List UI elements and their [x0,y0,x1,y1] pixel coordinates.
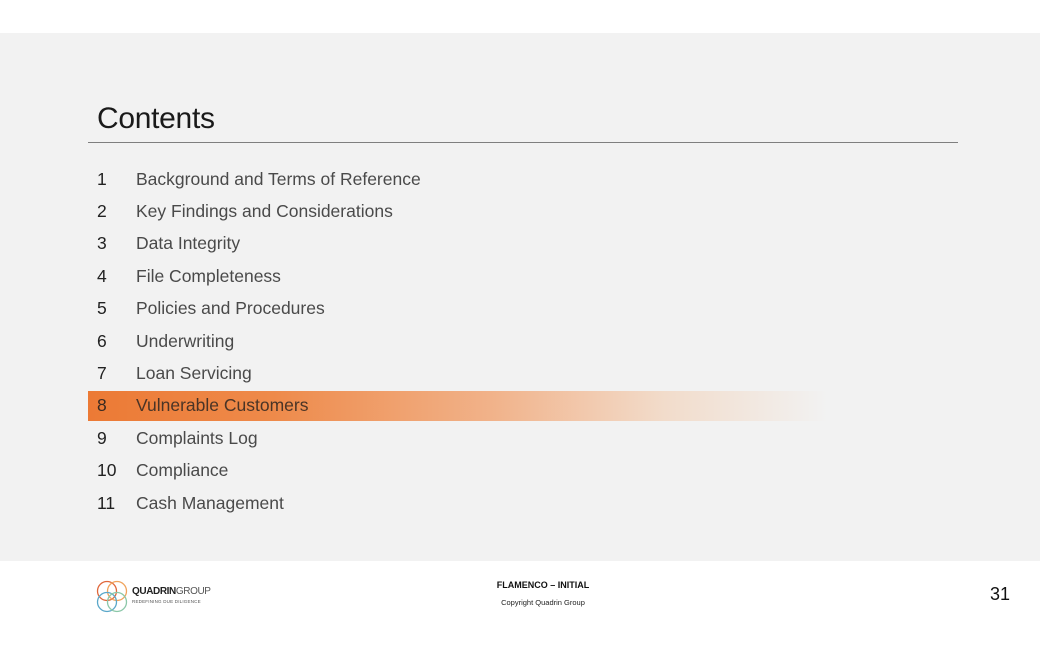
toc-item-3[interactable] [88,228,828,260]
toc-item-label: Background and Terms of Reference [136,168,421,189]
footer-info [443,580,643,607]
toc-item-label: Policies and Procedures [136,298,325,319]
toc-item-label: Complaints Log [136,427,258,448]
toc-item-number: 9 [97,427,107,448]
page-title: Contents [97,102,215,135]
logo-name: QUADRIN [132,586,176,597]
toc-item-number: 4 [97,265,107,286]
toc-item-number: 2 [97,201,107,222]
toc-item-2[interactable] [88,195,828,227]
logo-group: GROUP [175,586,211,597]
toc-item-11[interactable] [88,487,828,519]
toc-item-7[interactable] [88,357,828,389]
toc-item-label: Vulnerable Customers [136,395,309,416]
logo-rings-icon [95,577,131,617]
toc-item-number: 6 [97,330,107,351]
table-of-contents [88,163,828,519]
toc-item-label: Loan Servicing [136,363,252,384]
toc-item-1[interactable] [88,163,828,195]
toc-item-6[interactable] [88,325,828,357]
toc-item-label: Cash Management [136,492,284,513]
toc-item-label: Compliance [136,460,229,481]
toc-item-9[interactable] [88,422,828,454]
toc-item-number: 7 [97,363,107,384]
toc-item-5[interactable] [88,293,828,325]
company-logo [95,577,215,617]
toc-item-number: 3 [97,233,107,254]
toc-item-number: 10 [97,460,117,481]
toc-item-label: Underwriting [136,330,235,351]
logo-tagline: REDEFINING DUE DILIGENCE [132,599,201,604]
document-title: FLAMENCO – INITIAL [496,580,590,590]
toc-item-number: 8 [97,395,107,416]
toc-item-label: Key Findings and Considerations [136,201,393,222]
toc-item-label: Data Integrity [136,233,241,254]
toc-item-number: 11 [97,492,116,513]
title-divider [88,142,958,143]
toc-item-8-active[interactable] [88,391,828,421]
copyright-text: Copyright Quadrin Group [501,598,585,607]
toc-item-number: 1 [97,168,107,189]
toc-item-label: File Completeness [136,265,281,286]
toc-item-4[interactable] [88,260,828,292]
page-number: 31 [989,584,1011,604]
toc-item-10[interactable] [88,455,828,487]
logo-wordmark [132,586,211,597]
toc-item-number: 5 [97,298,107,319]
